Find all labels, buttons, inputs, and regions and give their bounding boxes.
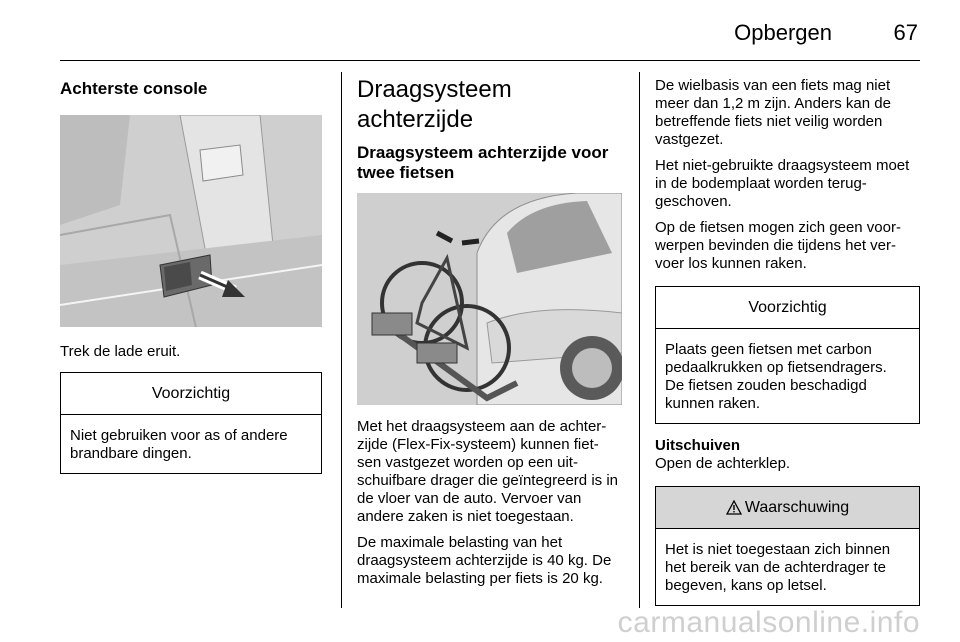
- column-divider-2: [639, 72, 640, 608]
- loose-objects-note: Op de fietsen mogen zich geen voor- werpen bevinden die tijdens het ver- voer los kunnen raken.: [655, 219, 901, 272]
- rear-console-heading: Achterste console: [60, 79, 208, 98]
- carrier-max-load: De maximale belasting van het draagsysteem achterzijde is 40 kg. De maximale belasting per fiets is 20 kg.: [357, 534, 612, 587]
- open-tailgate-instruction: Open de achterklep.: [655, 455, 791, 472]
- rear-console-illustration: [60, 115, 322, 327]
- caution-title: Voorzichtig: [656, 287, 919, 329]
- rear-carrier-heading: Draagsysteem achterzijde: [357, 76, 512, 133]
- extend-subheading: Uitschuiven: [655, 437, 741, 454]
- caution-box-carbon: [655, 286, 920, 424]
- page-header: [60, 0, 920, 58]
- caution-title: Voorzichtig: [61, 373, 321, 415]
- warning-title-bar: [656, 487, 919, 529]
- column-2: [357, 72, 622, 588]
- warning-title: Waarschuwing: [744, 499, 850, 516]
- section-title: Opbergen: [734, 20, 832, 45]
- unused-carrier-note: Het niet-gebruikte draagsysteem moet in de bodemplaat worden terug- geschoven.: [655, 157, 910, 210]
- watermark: carmanualsonline.info: [617, 606, 920, 639]
- header-rule: [60, 60, 920, 61]
- caution-text: Niet gebruiken voor as of andere brandbare dingen.: [70, 427, 288, 462]
- caution-box-console: [60, 372, 322, 474]
- warning-box: [655, 486, 920, 606]
- warning-triangle-icon: [726, 490, 742, 532]
- column-3: [655, 72, 920, 606]
- caution-text: Plaats geen fietsen met carbon pedaalkrukken op fietsendragers. De fietsen zouden beschadigd kunnen raken.: [665, 341, 887, 412]
- page-number: 67: [893, 20, 918, 45]
- warning-text: Het is niet toegestaan zich binnen het bereik van de achterdrager te begeven, kans op letsel.: [665, 541, 891, 594]
- rear-console-caption: Trek de lade eruit.: [60, 343, 181, 360]
- bike-carrier-illustration: [357, 193, 622, 405]
- carrier-description: Met het draagsysteem aan de achter- zijde (Flex-Fix-systeem) kunnen fiet- sen vastgezet worden op een uit- schuifbare drager die geïntegreerd is in de vloer van de auto. Vervoer van andere zaken is niet toegestaan.: [357, 418, 618, 525]
- column-divider-1: [341, 72, 342, 608]
- wheelbase-note: De wielbasis van een fiets mag niet meer dan 1,2 m zijn. Anders kan de betreffende fiets niet veilig worden vastgezet.: [655, 77, 891, 148]
- rear-carrier-subheading: Draagsysteem achterzijde voor twee fietsen: [357, 143, 609, 182]
- column-1: [60, 72, 322, 474]
